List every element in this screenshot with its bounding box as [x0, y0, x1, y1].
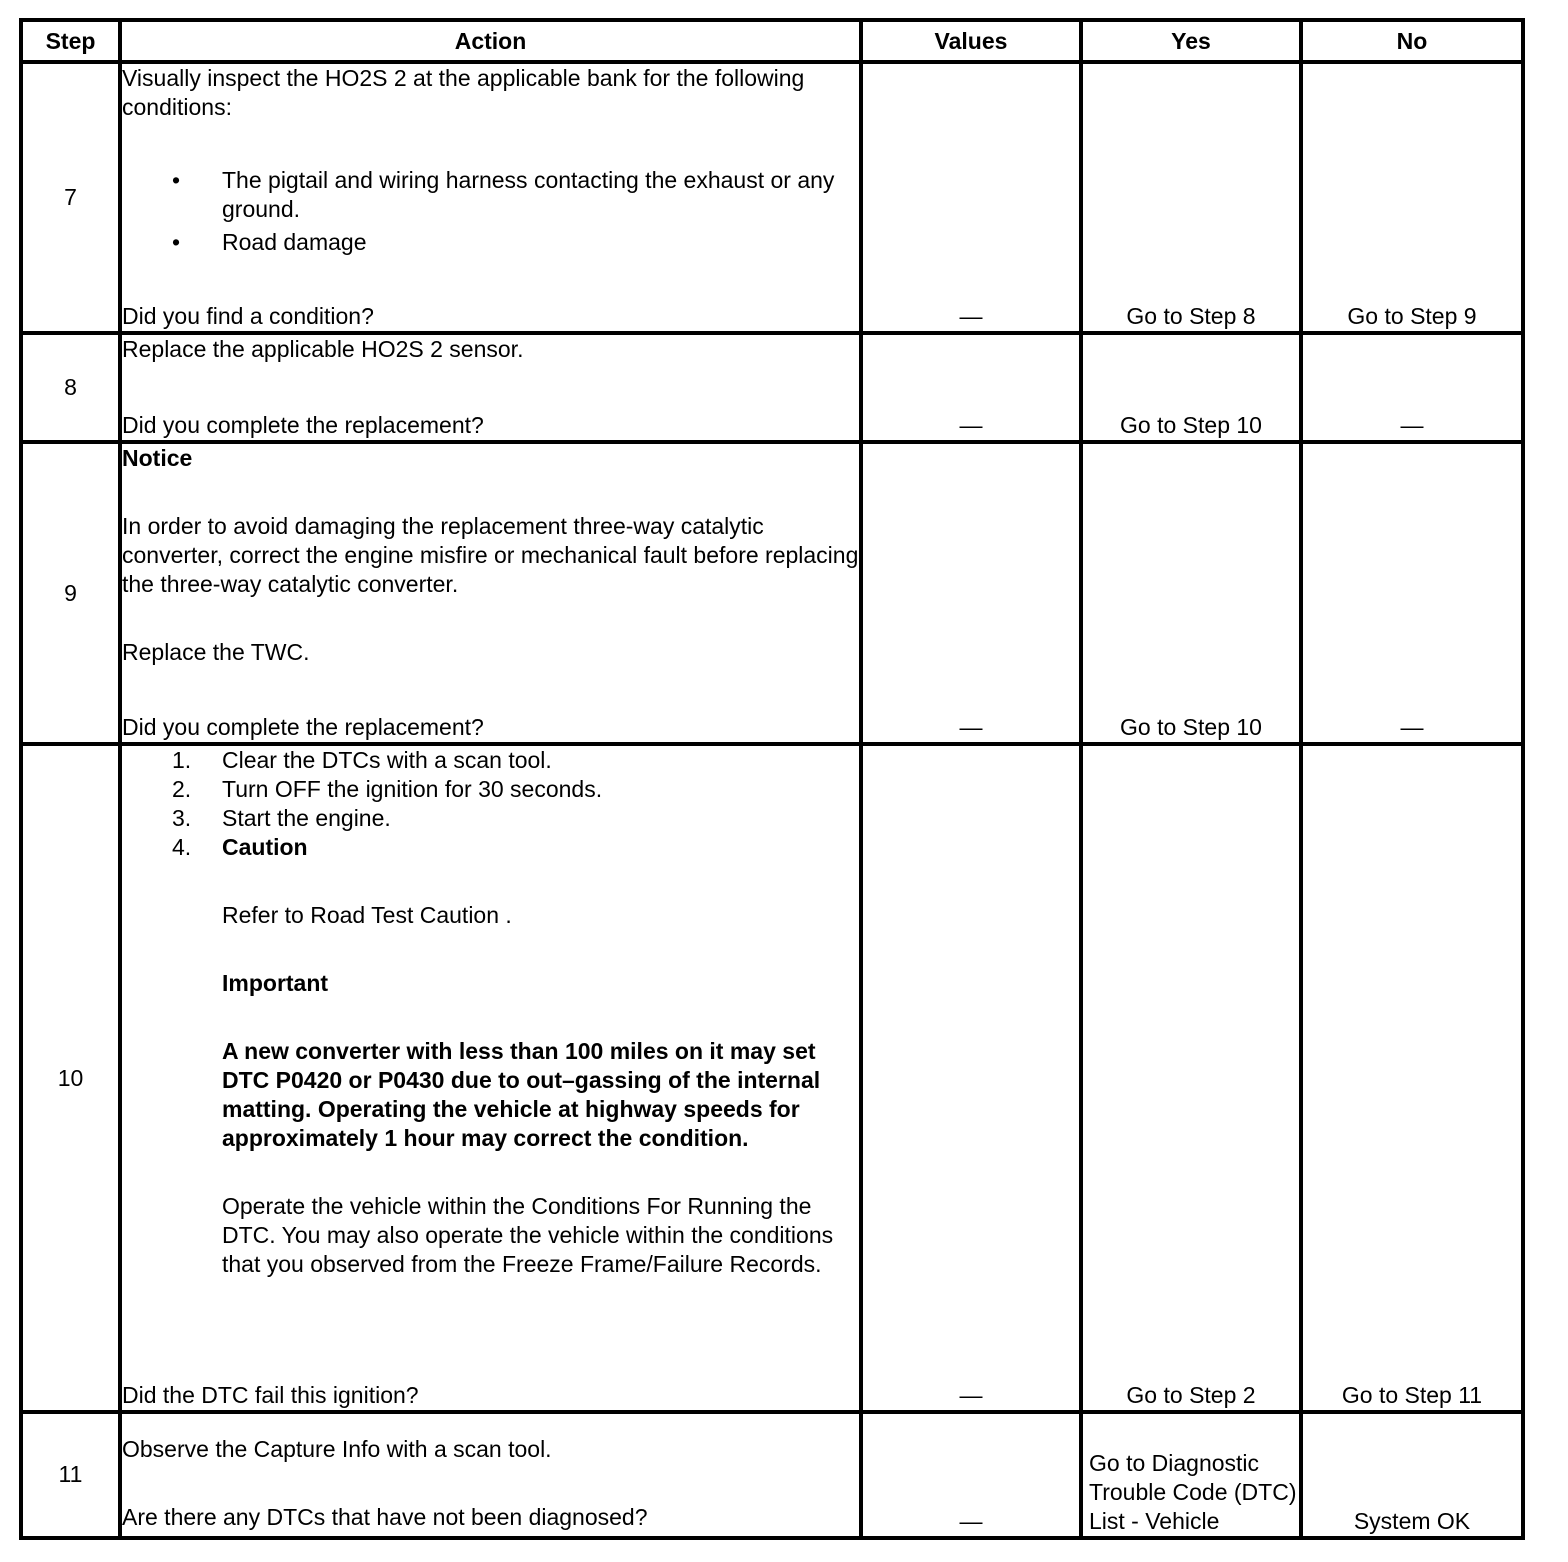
step-number: 11 — [21, 1412, 120, 1538]
values-cell: — — [861, 62, 1081, 333]
values-cell: — — [861, 744, 1081, 1411]
no-cell: Go to Step 11 — [1301, 744, 1523, 1411]
caution-title: Caution — [222, 834, 308, 861]
header-row — [21, 20, 1523, 62]
step-number: 7 — [21, 62, 120, 333]
bullet-icon: • — [172, 229, 181, 255]
list-item: 2. Turn OFF the ignition for 30 seconds. — [172, 776, 603, 803]
values-cell: — — [861, 333, 1081, 442]
no-cell: System OK — [1301, 1412, 1523, 1538]
yes-cell: Go to Diagnostic Trouble Code (DTC) List - Vehicle — [1081, 1412, 1301, 1538]
table-row — [21, 442, 1523, 744]
condition-list — [122, 166, 859, 257]
action-text: Observe the Capture Info with a scan tool. — [122, 1436, 552, 1462]
list-item: 3. Start the engine. — [172, 805, 391, 832]
diagnostic-table — [19, 18, 1525, 1540]
header-yes: Yes — [1081, 20, 1301, 62]
important-text: A new converter with less than 100 miles on it may set DTC P0420 or P0430 due to out–gassing of the internal matting. Operating the vehicle at highway speeds for approximately 1 hour may correct the condition. — [222, 1038, 821, 1152]
header-action: Action — [120, 20, 861, 62]
action-question: Did you complete the replacement? — [122, 714, 484, 741]
no-cell: — — [1301, 333, 1523, 442]
yes-cell: Go to Step 10 — [1081, 442, 1301, 744]
step-number: 10 — [21, 744, 120, 1411]
list-item: • The pigtail and wiring harness contacting the exhaust or any ground. — [172, 167, 835, 222]
yes-cell: Go to Step 8 — [1081, 62, 1301, 333]
values-cell: — — [861, 1412, 1081, 1538]
action-intro: Visually inspect the HO2S 2 at the applicable bank for the following conditions: — [122, 65, 805, 120]
important-title: Important — [222, 970, 329, 997]
header-no: No — [1301, 20, 1523, 62]
header-step: Step — [21, 20, 120, 62]
yes-cell: Go to Step 10 — [1081, 333, 1301, 442]
notice-title: Notice — [122, 445, 193, 472]
values-cell: — — [861, 442, 1081, 744]
procedure-list — [122, 746, 859, 1279]
action-question: Did you complete the replacement? — [122, 412, 484, 439]
action-question: Did the DTC fail this ignition? — [122, 1381, 419, 1408]
bullet-icon: • — [172, 167, 181, 193]
step-number: 9 — [21, 442, 120, 744]
table-row — [21, 333, 1523, 442]
header-values: Values — [861, 20, 1081, 62]
no-cell: — — [1301, 442, 1523, 744]
action-cell — [120, 333, 861, 442]
list-item: 4. Caution Refer to Road Test Caution . Important A new converter with less than 100 miles on it may set DTC P0420 or P0430 due to out–gassing of the internal matting. Operating the vehicle at highway speeds for approximately 1 hour may correct the condition. Operate the vehicle within the Conditions For Running the DTC. You may also operate the vehicle within the conditions that you observed from the Freeze Frame/Failure Records. — [122, 833, 859, 1279]
list-item: • Road damage — [172, 229, 367, 255]
action-cell — [120, 62, 861, 333]
action-question: Did you find a condition? — [122, 303, 374, 330]
action-cell — [120, 744, 861, 1411]
table-row — [21, 744, 1523, 1411]
action-cell — [120, 442, 861, 744]
caution-text: Refer to Road Test Caution . — [222, 902, 512, 929]
table-row — [21, 1412, 1523, 1538]
yes-cell: Go to Step 2 — [1081, 744, 1301, 1411]
action-cell — [120, 1412, 861, 1538]
action-question: Are there any DTCs that have not been diagnosed? — [122, 1504, 648, 1530]
notice-text: In order to avoid damaging the replacement three-way catalytic converter, correct the engine misfire or mechanical fault before replacing the three-way catalytic converter. — [122, 513, 859, 598]
no-cell: Go to Step 9 — [1301, 62, 1523, 333]
action-text: Replace the applicable HO2S 2 sensor. — [122, 336, 524, 363]
operate-text: Operate the vehicle within the Conditions For Running the DTC. You may also operate the vehicle within the conditions that you observed from the Freeze Frame/Failure Records. — [222, 1193, 834, 1278]
step-number: 8 — [21, 333, 120, 442]
action-text: Replace the TWC. — [122, 639, 310, 666]
table-row — [21, 62, 1523, 333]
list-item: 1. Clear the DTCs with a scan tool. — [172, 747, 552, 774]
